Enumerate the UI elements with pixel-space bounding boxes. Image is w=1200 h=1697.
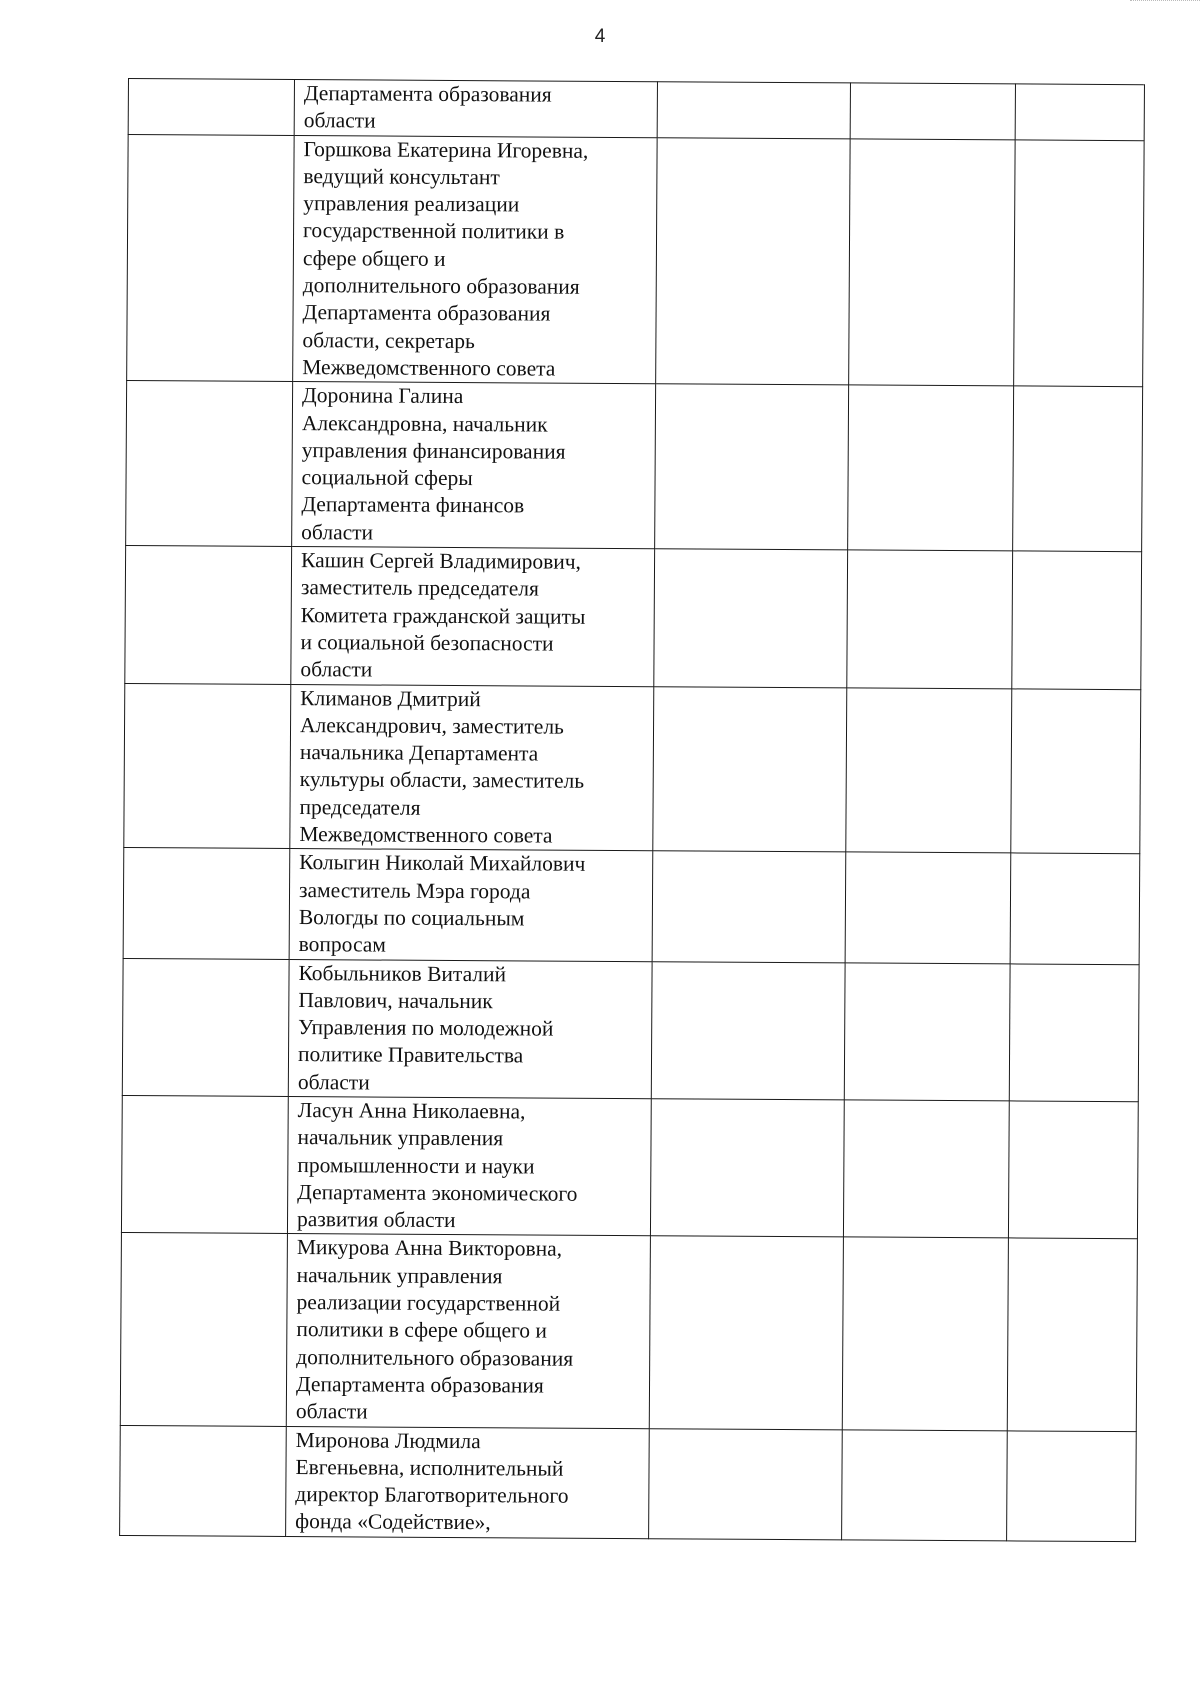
table-row [120, 1233, 1137, 1431]
table-cell-empty [655, 384, 849, 550]
table-cell-empty [649, 1428, 843, 1539]
table-cell-empty [128, 79, 294, 136]
table-cell-empty [845, 852, 1011, 963]
table-cell-member [286, 1234, 650, 1428]
table-cell-empty [842, 1237, 1008, 1430]
table-row [128, 79, 1144, 141]
table-cell-empty [1011, 688, 1141, 854]
member-text: Кашин Сергей Владимирович, заместитель председателя Комитета гражданской защиты и социальной безопасности области [300, 548, 586, 682]
members-table [119, 78, 1145, 1542]
table-row [124, 683, 1141, 854]
table-cell-empty [842, 1429, 1008, 1540]
table-cell-empty [1010, 853, 1140, 964]
table-cell-member [286, 1426, 650, 1538]
table-cell-empty [651, 961, 845, 1100]
member-text: Колыгин Николай Михайлович заместитель Мэра города Вологды по социальным вопросам [298, 850, 586, 957]
table-cell-member [293, 135, 658, 384]
member-text: Микурова Анна Викторовна, начальник управления реализации государственной политики в сфере общего и дополнительного образования Департамента образования области [295, 1235, 574, 1424]
table-cell-empty [1008, 1101, 1138, 1239]
table-cell-empty [844, 962, 1010, 1100]
table-cell-empty [649, 1236, 843, 1429]
table-cell-empty [122, 958, 289, 1096]
member-text: Горшкова Екатерина Игоревна, ведущий консультант управления реализации государственной политики в сфере общего и дополнительного образования Департамента образования области, секретарь Межведомственного совета [302, 136, 589, 381]
table-cell-empty [1015, 84, 1144, 140]
table-cell-empty [123, 848, 290, 959]
table-cell-empty [127, 134, 295, 382]
table-row [120, 1425, 1137, 1541]
table-cell-member [288, 959, 652, 1099]
table-cell-empty [1012, 551, 1142, 689]
table-cell-empty [126, 381, 293, 547]
page-number: 4 [594, 26, 606, 47]
table-cell-empty [843, 1100, 1009, 1238]
table-cell-empty [1007, 1430, 1137, 1541]
scan-edge-mark [1130, 0, 1200, 7]
table-cell-member [294, 80, 657, 138]
table-cell-empty [125, 546, 292, 684]
table-cell-member [290, 684, 654, 851]
table-cell-empty [847, 550, 1013, 688]
member-text: Департамента образования области [303, 81, 552, 133]
table-cell-empty [850, 83, 1015, 140]
table-cell-empty [120, 1233, 287, 1426]
table-row [126, 381, 1143, 552]
table-cell-member [287, 1096, 651, 1236]
table-cell-empty [650, 1099, 844, 1238]
table-cell-empty [1014, 140, 1145, 387]
member-text: Климанов Дмитрий Александрович, заместитель начальника Департамента культуры области, заместитель председателя Межведомственного совета [299, 685, 585, 848]
table-cell-empty [1009, 963, 1139, 1101]
member-text: Ласун Анна Николаевна, начальник управления промышленности и науки Департамента экономического развития области [296, 1098, 578, 1233]
table-cell-empty [121, 1095, 288, 1233]
table-cell-member [292, 382, 656, 549]
table-cell-member [291, 547, 655, 687]
table-cell-empty [657, 82, 850, 139]
table-cell-empty [1013, 386, 1143, 552]
table-cell-empty [849, 139, 1016, 387]
table-cell-empty [124, 683, 291, 849]
table-row [121, 1095, 1138, 1239]
table-cell-empty [654, 549, 848, 688]
member-text: Кобыльников Виталий Павлович, начальник Управления по молодежной политике Правительства области [297, 960, 554, 1095]
table-cell-empty [120, 1425, 287, 1536]
table-cell-member [289, 849, 653, 961]
table-cell-empty [652, 851, 846, 962]
member-text: Миронова Людмила Евгеньевна, исполнительный директор Благотворительного фонда «Содействие», [295, 1427, 569, 1535]
table-row [122, 958, 1139, 1102]
table-cell-empty [656, 137, 851, 385]
table-cell-empty [1007, 1238, 1137, 1431]
table-row [127, 134, 1144, 387]
member-text: Доронина Галина Александровна, начальник управления финансирования социальной сферы Департамента финансов области [301, 383, 566, 545]
table-cell-empty [848, 385, 1014, 551]
table-row [125, 546, 1142, 690]
table-row [123, 848, 1140, 964]
table-cell-empty [846, 687, 1012, 853]
table-cell-empty [653, 686, 847, 852]
